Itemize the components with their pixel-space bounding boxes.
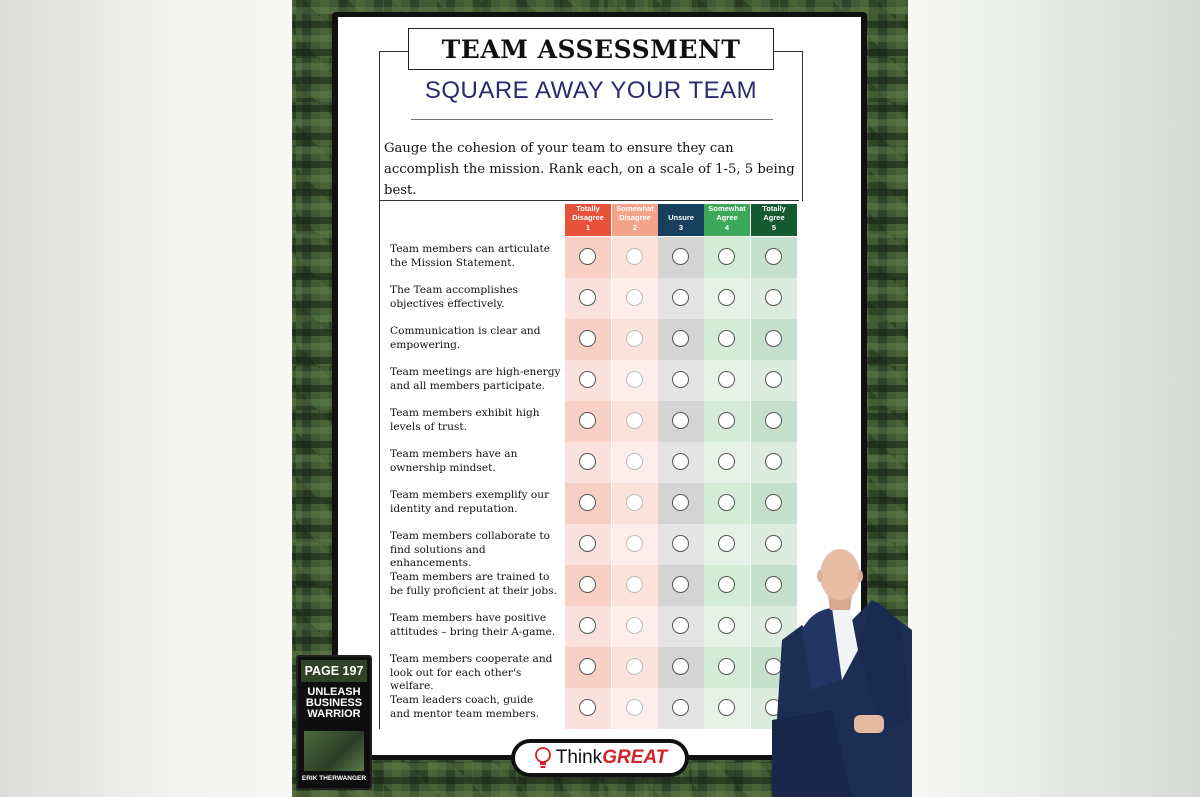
logo-great-text: GREAT: [602, 747, 668, 768]
rating-radio-1[interactable]: [579, 371, 596, 388]
statement-line: and mentor team members.: [390, 707, 540, 720]
rating-radio-1[interactable]: [579, 248, 596, 265]
rating-radio-4[interactable]: [718, 658, 735, 675]
rating-radio-2[interactable]: [626, 617, 643, 634]
rating-radio-3[interactable]: [672, 576, 689, 593]
statement-text: [390, 694, 565, 721]
book-cover-image: [304, 731, 364, 771]
rating-radio-4[interactable]: [718, 248, 735, 265]
statement-line: and all members participate.: [390, 379, 546, 392]
statement-text: [390, 325, 565, 352]
rating-radio-3[interactable]: [672, 699, 689, 716]
statement-line: ownership mindset.: [390, 461, 496, 474]
rating-radio-4[interactable]: [718, 494, 735, 511]
rating-radio-5[interactable]: [765, 494, 782, 511]
statement-line: Team members can articulate: [390, 243, 550, 255]
statement-text: [390, 407, 565, 434]
rating-radio-4[interactable]: [718, 576, 735, 593]
book-author: ERIK THERWANGER: [301, 775, 367, 782]
statement-line: Team meetings are high-energy: [390, 366, 561, 378]
statement-line: Team members exhibit high: [390, 407, 540, 419]
rating-radio-3[interactable]: [672, 248, 689, 265]
rating-radio-3[interactable]: [672, 371, 689, 388]
rating-radio-3[interactable]: [672, 289, 689, 306]
book-title-line: WARRIOR: [307, 708, 361, 720]
scale-label-line1: Somewhat: [616, 204, 654, 213]
statement-line: the Mission Statement.: [390, 256, 515, 269]
rating-radio-4[interactable]: [718, 412, 735, 429]
rating-radio-3[interactable]: [672, 535, 689, 552]
rating-radio-2[interactable]: [626, 494, 643, 511]
statement-line: levels of trust.: [390, 420, 467, 433]
scale-header-5: [751, 204, 797, 236]
statement-line: The Team accomplishes: [390, 284, 518, 296]
rating-radio-3[interactable]: [672, 330, 689, 347]
statement-line: be fully proficient at their jobs.: [390, 584, 557, 597]
statement-line: objectives effectively.: [390, 297, 505, 310]
rating-radio-4[interactable]: [718, 535, 735, 552]
rating-radio-3[interactable]: [672, 453, 689, 470]
statement-text: [390, 530, 565, 571]
logo-think-text: Think: [555, 747, 603, 768]
background-right: [908, 0, 1200, 797]
scale-label-line2: Agree: [716, 212, 738, 222]
author-photo: [772, 540, 912, 797]
lightbulb-icon: [533, 747, 553, 769]
page-subtitle: SQUARE AWAY YOUR TEAM: [424, 77, 758, 104]
rating-radio-4[interactable]: [718, 371, 735, 388]
rating-radio-3[interactable]: [672, 617, 689, 634]
statement-line: empowering.: [390, 338, 461, 351]
subtitle-divider: [411, 119, 773, 120]
rating-radio-4[interactable]: [718, 453, 735, 470]
statement-text: [390, 284, 565, 311]
statement-line: Team members cooperate and: [390, 653, 553, 665]
rating-radio-1[interactable]: [579, 494, 596, 511]
rating-radio-3[interactable]: [672, 658, 689, 675]
statement-line: identity and reputation.: [390, 502, 518, 515]
rating-radio-4[interactable]: [718, 699, 735, 716]
statement-text: [390, 448, 565, 475]
rating-radio-2[interactable]: [626, 535, 643, 552]
statement-text: [390, 366, 565, 393]
statement-text: [390, 653, 565, 694]
rating-radio-1[interactable]: [579, 289, 596, 306]
rating-radio-2[interactable]: [626, 412, 643, 429]
rating-radio-5[interactable]: [765, 371, 782, 388]
title-box: [408, 28, 774, 70]
scale-number: 1: [585, 223, 591, 232]
background-left: [0, 0, 292, 797]
scale-header-1: [565, 204, 611, 236]
scale-label-line2: Disagree: [619, 212, 651, 222]
rating-radio-2[interactable]: [626, 289, 643, 306]
scale-header-3: [658, 204, 704, 236]
intro-text: Gauge the cohesion of your team to ensure they can accomplish the mission. Rank each, on a scale of 1-5, 5 being best.: [384, 141, 795, 198]
statement-line: attitudes – bring their A-game.: [390, 625, 556, 638]
rating-radio-1[interactable]: [579, 453, 596, 470]
scale-label-line1: Somewhat: [708, 204, 746, 213]
statement-line: Team leaders coach, guide: [390, 694, 534, 706]
statement-line: Communication is clear and: [390, 325, 541, 337]
page-title: TEAM ASSESSMENT: [441, 34, 741, 64]
scale-label-line1: Totally: [762, 204, 786, 213]
page-number-badge: PAGE 197: [301, 660, 367, 682]
rating-radio-1[interactable]: [579, 699, 596, 716]
statement-line: Team members have positive: [390, 612, 547, 624]
rating-radio-1[interactable]: [579, 617, 596, 634]
rating-radio-4[interactable]: [718, 330, 735, 347]
statement-line: Team members exemplify our: [390, 489, 550, 501]
rating-radio-2[interactable]: [626, 371, 643, 388]
statement-text: [390, 243, 565, 270]
rating-radio-4[interactable]: [718, 617, 735, 634]
rating-radio-1[interactable]: [579, 535, 596, 552]
book-title: [301, 687, 367, 720]
scale-number: 3: [678, 223, 684, 232]
statement-text: [390, 612, 565, 639]
rating-radio-1[interactable]: [579, 576, 596, 593]
book-title-line: BUSINESS: [305, 697, 363, 709]
scale-number: 5: [771, 223, 777, 232]
thinkgreat-logo: [511, 739, 689, 777]
rating-radio-5[interactable]: [765, 248, 782, 265]
book-cover: [296, 655, 372, 790]
rating-radio-2[interactable]: [626, 699, 643, 716]
scale-label-line2: Agree: [763, 212, 785, 222]
rating-radio-3[interactable]: [672, 494, 689, 511]
rating-radio-1[interactable]: [579, 658, 596, 675]
rating-radio-1[interactable]: [579, 412, 596, 429]
statement-line: Team members have an: [390, 448, 518, 460]
scale-header-4: [704, 204, 750, 236]
rating-radio-5[interactable]: [765, 453, 782, 470]
rating-radio-5[interactable]: [765, 289, 782, 306]
scale-label-line1: Totally: [576, 204, 600, 213]
book-title-line: UNLEASH: [307, 686, 361, 698]
statement-line: Team members are trained to: [390, 571, 550, 583]
scale-number: 4: [724, 223, 730, 232]
rating-radio-2[interactable]: [626, 248, 643, 265]
rating-radio-2[interactable]: [626, 658, 643, 675]
scale-label-line2: Unsure: [668, 212, 694, 222]
rating-radio-2[interactable]: [626, 330, 643, 347]
rating-radio-1[interactable]: [579, 330, 596, 347]
statement-line: Team members collaborate to: [390, 530, 550, 542]
statement-text: [390, 489, 565, 516]
rating-radio-2[interactable]: [626, 576, 643, 593]
rating-radio-4[interactable]: [718, 289, 735, 306]
scale-label-line2: Disagree: [572, 212, 604, 222]
rating-radio-3[interactable]: [672, 412, 689, 429]
scale-header-2: [612, 204, 658, 236]
statement-text: [390, 571, 565, 598]
scale-number: 2: [632, 223, 638, 232]
statement-line: find solutions and enhancements.: [390, 543, 486, 569]
rating-radio-5[interactable]: [765, 330, 782, 347]
statement-line: look out for each other's welfare.: [390, 666, 522, 692]
rating-radio-2[interactable]: [626, 453, 643, 470]
rating-radio-5[interactable]: [765, 412, 782, 429]
